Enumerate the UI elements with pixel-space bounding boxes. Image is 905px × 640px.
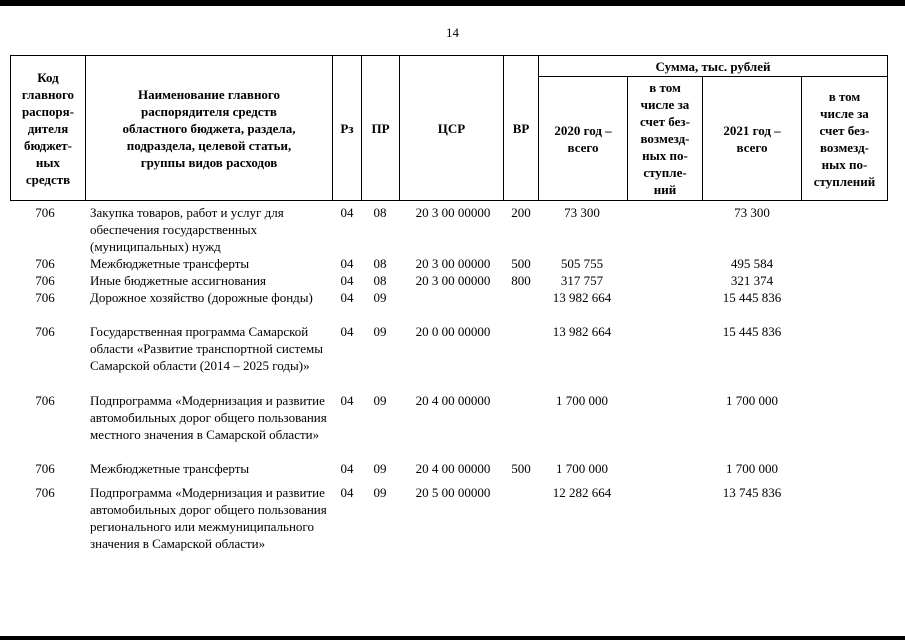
row-sum-2021: 495 584 [730, 256, 774, 271]
row-sum-2021: 1 700 000 [726, 393, 778, 408]
row-rz: 04 [340, 461, 354, 476]
header-csr: ЦСР [399, 55, 504, 201]
row-name: Государственная программа Самарской области «Развитие транспортной системы Самарской области (2014 – 2025 годы)» [90, 324, 323, 373]
row-csr: 20 4 00 00000 [415, 393, 491, 408]
header-pr: ПР [361, 55, 400, 201]
header-2020-total: 2020 год – всего [538, 76, 628, 201]
row-sum-2021: 15 445 836 [722, 324, 782, 339]
row-rz: 04 [340, 324, 354, 339]
row-csr: 20 3 00 00000 [415, 273, 491, 288]
row-rz: 04 [340, 273, 354, 288]
row-csr: 20 3 00 00000 [415, 205, 491, 220]
row-name: Закупка товаров, работ и услуг для обеспечения государственных (муниципальных) нужд [90, 205, 284, 254]
header-2020-free: в том числе за счет без- возмезд- ных по- ступле- ний [627, 76, 703, 201]
row-pr: 09 [373, 290, 387, 305]
row-sum-2020: 317 757 [560, 273, 604, 288]
header-vr: ВР [503, 55, 539, 201]
row-sum-2020: 12 282 664 [552, 485, 612, 500]
row-pr: 08 [373, 256, 387, 271]
row-sum-2020: 13 982 664 [552, 290, 612, 305]
row-rz: 04 [340, 290, 354, 305]
header-rz: Рз [332, 55, 362, 201]
row-vr: 200 [511, 205, 531, 220]
row-vr: 500 [511, 256, 531, 271]
row-csr: 20 4 00 00000 [415, 461, 491, 476]
header-sum: Сумма, тыс. рублей [538, 55, 888, 77]
row-vr: 800 [511, 273, 531, 288]
header-2021-total: 2021 год – всего [702, 76, 802, 201]
row-rz: 04 [340, 256, 354, 271]
header-code: Код главного распоря- дителя бюджет- ных средств [10, 55, 86, 201]
row-code: 706 [35, 205, 55, 220]
row-sum-2021: 321 374 [730, 273, 774, 288]
row-sum-2021: 13 745 836 [722, 485, 782, 500]
page-number: 14 [446, 25, 459, 40]
row-rz: 04 [340, 393, 354, 408]
row-csr: 20 5 00 00000 [415, 485, 491, 500]
row-code: 706 [35, 461, 55, 476]
header-name: Наименование главного распорядителя средств областного бюджета, раздела, подраздела, целевой статьи, группы видов расходов [85, 55, 333, 201]
row-code: 706 [35, 324, 55, 339]
row-sum-2021: 73 300 [734, 205, 770, 220]
row-pr: 09 [373, 461, 387, 476]
row-sum-2021: 15 445 836 [722, 290, 782, 305]
row-code: 706 [35, 256, 55, 271]
row-name: Иные бюджетные ассигнования [90, 273, 267, 288]
row-sum-2020: 1 700 000 [556, 461, 608, 476]
row-sum-2020: 13 982 664 [552, 324, 612, 339]
row-csr: 20 3 00 00000 [415, 256, 491, 271]
header-2021-free: в том числе за счет без- возмезд- ных по- ступлений [801, 76, 888, 201]
row-rz: 04 [340, 485, 354, 500]
row-sum-2020: 1 700 000 [556, 393, 608, 408]
row-pr: 09 [373, 485, 387, 500]
row-pr: 09 [373, 393, 387, 408]
row-name: Дорожное хозяйство (дорожные фонды) [90, 290, 313, 305]
row-code: 706 [35, 393, 55, 408]
row-sum-2020: 505 755 [560, 256, 604, 271]
row-csr: 20 0 00 00000 [415, 324, 491, 339]
row-rz: 04 [340, 205, 354, 220]
row-name: Межбюджетные трансферты [90, 256, 250, 271]
row-sum-2021: 1 700 000 [726, 461, 778, 476]
row-pr: 08 [373, 205, 387, 220]
row-pr: 08 [373, 273, 387, 288]
row-sum-2020: 73 300 [564, 205, 600, 220]
row-name: Межбюджетные трансферты [90, 461, 250, 476]
row-code: 706 [35, 273, 55, 288]
row-pr: 09 [373, 324, 387, 339]
row-code: 706 [35, 485, 55, 500]
top-border [0, 0, 905, 6]
row-vr: 500 [511, 461, 531, 476]
row-name: Подпрограмма «Модернизация и развитие автомобильных дорог общего пользования местного значения в Самарской области» [90, 393, 327, 442]
row-code: 706 [35, 290, 55, 305]
bottom-border [0, 636, 905, 640]
row-name: Подпрограмма «Модернизация и развитие автомобильных дорог общего пользования регионального или межмуниципального значения в Самарской области» [90, 485, 327, 551]
